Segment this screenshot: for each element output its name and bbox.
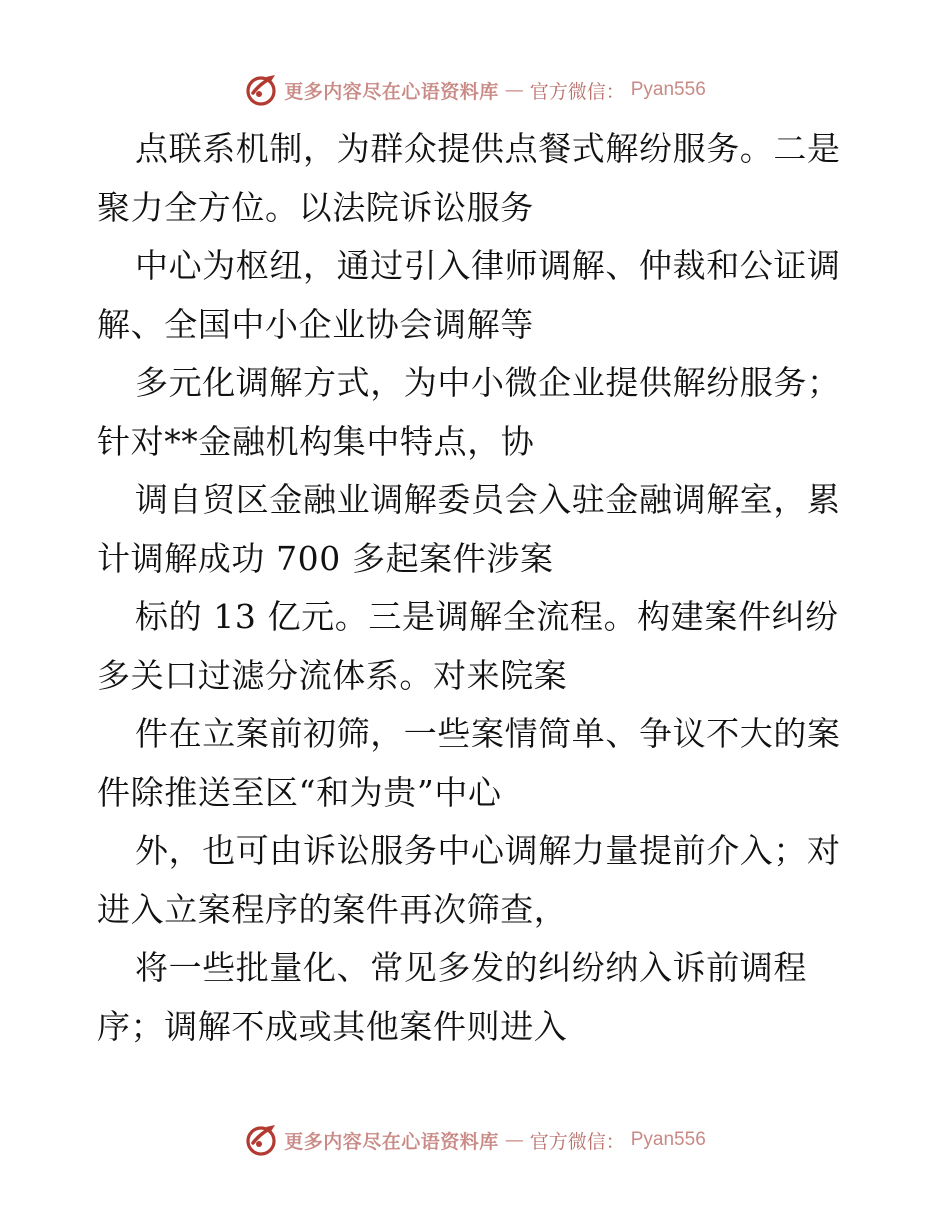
text-line: 调自贸区金融业调解委员会入驻金融调解室，累 (135, 480, 841, 519)
banner-contact-label: 官方微信： (529, 1130, 625, 1153)
text-line: 多关口过滤分流体系。对来院案 (97, 655, 568, 695)
text-line: 件除推送至区“和为贵”中心 (97, 772, 502, 812)
text-line: 点联系机制，为群众提供点餐式解纷服务。二是 (135, 129, 841, 168)
banner-contact-label: 官方微信： (529, 80, 625, 103)
banner-contact-id: Pyan556 (630, 1129, 706, 1150)
text-line: 进入立案程序的案件再次筛查， (97, 889, 568, 929)
text-line: 件在立案前初筛，一些案情简单、争议不大的案 (135, 714, 841, 753)
text-line: 中心为枢纽，通过引入律师调解、仲裁和公证调 (135, 246, 841, 285)
brand-logo-icon (244, 73, 278, 107)
header-banner[interactable] (0, 70, 950, 110)
text-line: 多元化调解方式，为中小微企业提供解纷服务； (135, 363, 841, 402)
banner-slogan: 更多内容尽在心语资料库 (284, 1130, 499, 1153)
body-text (97, 120, 857, 1056)
footer-banner[interactable] (0, 1120, 950, 1160)
text-line: 将一些批量化、常见多发的纠纷纳入诉前调程 (135, 948, 807, 987)
text-line: 计调解成功 700 多起案件涉案 (97, 538, 554, 578)
text-line: 聚力全方位。以法院诉讼服务 (97, 187, 534, 227)
text-line: 针对**金融机构集中特点，协 (97, 421, 535, 461)
text-line: 解、全国中小企业协会调解等 (97, 304, 534, 344)
text-line: 序；调解不成或其他案件则进入 (97, 1006, 568, 1046)
brand-logo-icon (244, 1123, 278, 1157)
text-line: 标的 13 亿元。三是调解全流程。构建案件纠纷 (135, 597, 839, 636)
banner-separator: — (504, 79, 524, 101)
banner-slogan: 更多内容尽在心语资料库 (284, 80, 499, 103)
banner-separator: — (504, 1129, 524, 1151)
banner-contact-id: Pyan556 (630, 79, 706, 100)
text-line: 外，也可由诉讼服务中心调解力量提前介入；对 (135, 831, 841, 870)
